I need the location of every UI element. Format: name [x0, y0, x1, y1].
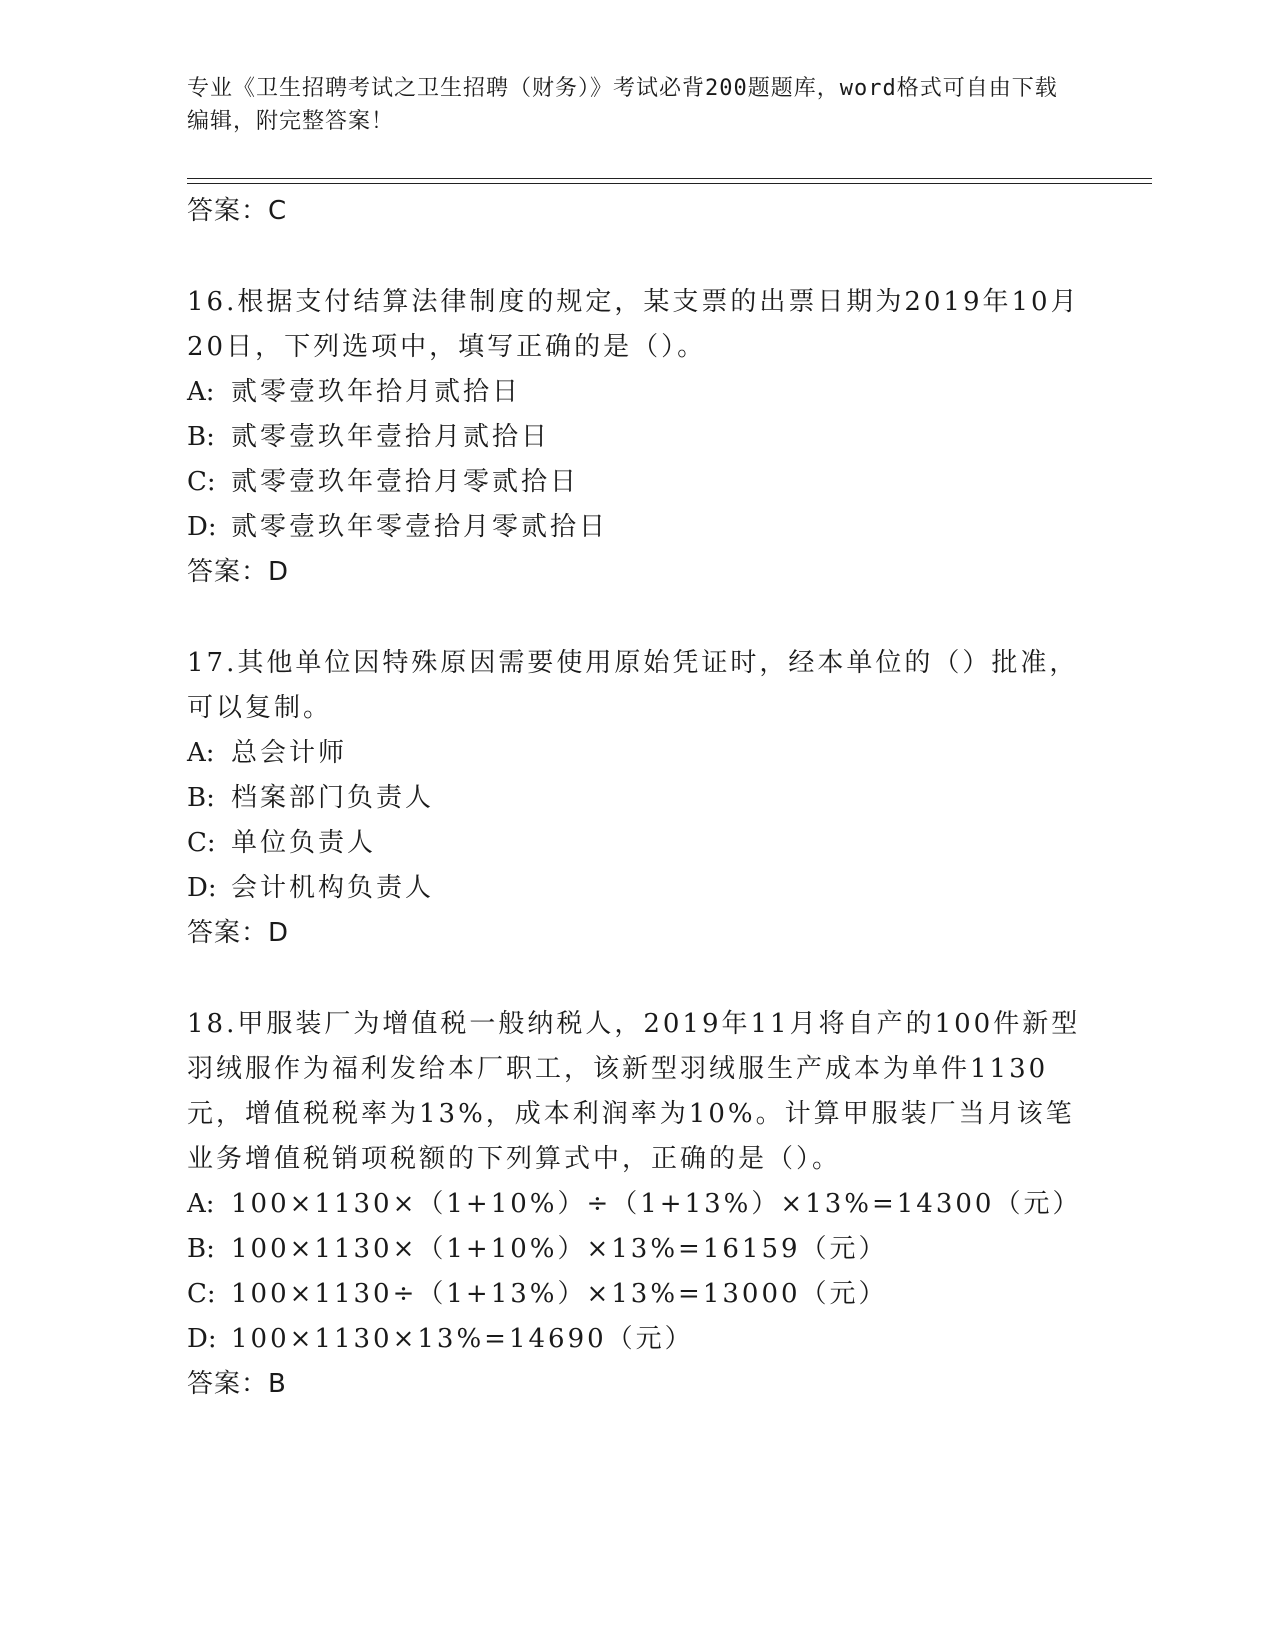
option-label: D: [187, 873, 217, 903]
option-a [187, 1182, 1087, 1227]
option-text: 会计机构负责人 [231, 873, 435, 903]
option-text: 100×1130÷（1+13%）×13%=13000（元） [231, 1279, 888, 1309]
option-label: C: [187, 828, 216, 858]
option-a [187, 370, 1087, 415]
question-list [187, 189, 1087, 1407]
option-text: 档案部门负责人 [231, 783, 435, 813]
option-text: 贰零壹玖年壹拾月贰拾日 [231, 422, 551, 452]
option-text: 贰零壹玖年拾月贰拾日 [231, 377, 522, 407]
option-label: D: [187, 512, 217, 542]
option-b [187, 1227, 1087, 1272]
option-text: 总会计师 [231, 738, 348, 768]
option-d [187, 866, 1087, 911]
option-text: 100×1130×（1+10%）÷（1+13%）×13%=14300（元） [231, 1189, 1082, 1219]
option-d [187, 505, 1087, 550]
document-header: 专业《卫生招聘考试之卫生招聘（财务）》考试必背200题题库，word格式可自由下载编辑，附完整答案！ [187, 76, 1058, 134]
option-c [187, 1272, 1087, 1317]
option-label: A: [187, 738, 215, 768]
option-b [187, 415, 1087, 460]
option-label: A: [187, 1189, 215, 1219]
option-c [187, 821, 1087, 866]
option-c [187, 460, 1087, 505]
header-rule-top [187, 178, 1152, 179]
option-text: 单位负责人 [231, 828, 377, 858]
question-stem: 18.甲服装厂为增值税一般纳税人，2019年11月将自产的100件新型羽绒服作为福利发给本厂职工，该新型羽绒服生产成本为单件1130元，增值税税率为13%，成本利润率为10%。计算甲服装厂当月该笔业务增值税销项税额的下列算式中，正确的是（）。 [187, 1009, 1081, 1174]
question-stem: 17.其他单位因特殊原因需要使用原始凭证时，经本单位的（）批准，可以复制。 [187, 648, 1079, 723]
option-label: C: [187, 1279, 216, 1309]
answer: 答案：D [187, 918, 290, 948]
option-d [187, 1317, 1087, 1362]
option-text: 贰零壹玖年壹拾月零贰拾日 [231, 467, 580, 497]
option-text: 100×1130×（1+10%）×13%=16159（元） [231, 1234, 888, 1264]
question-17 [187, 641, 1087, 956]
option-label: C: [187, 467, 216, 497]
answer: 答案：D [187, 557, 290, 587]
option-label: A: [187, 377, 215, 407]
header-rule-bottom [187, 183, 1152, 184]
option-text: 贰零壹玖年零壹拾月零贰拾日 [231, 512, 609, 542]
option-label: B: [187, 1234, 215, 1264]
option-label: D: [187, 1324, 217, 1354]
option-label: B: [187, 422, 215, 452]
answer: 答案：B [187, 1369, 287, 1399]
option-text: 100×1130×13%=14690（元） [231, 1324, 694, 1354]
question-stem: 16.根据支付结算法律制度的规定，某支票的出票日期为2019年10月20日，下列选项中，填写正确的是（）。 [187, 287, 1080, 362]
option-label: B: [187, 783, 215, 813]
previous-answer: 答案：C [187, 196, 288, 226]
option-a [187, 731, 1087, 776]
question-16 [187, 280, 1087, 595]
question-18 [187, 1002, 1087, 1407]
option-b [187, 776, 1087, 821]
